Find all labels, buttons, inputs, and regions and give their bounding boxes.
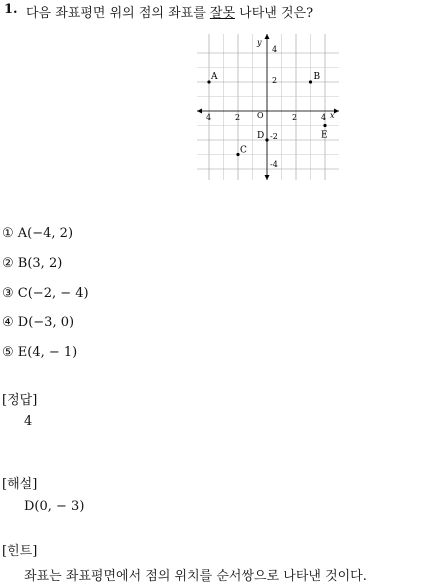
y-axis-arrow-up: [265, 34, 270, 39]
point-d-label: D: [257, 131, 265, 141]
hint-value: 좌표는 좌표평면에서 점의 위치를 순서쌍으로 나타낸 것이다.: [24, 569, 367, 584]
point-e-label: E: [321, 130, 328, 141]
point-b-dot: [309, 80, 312, 83]
points: [207, 72, 327, 156]
x-axis-arrow-left: [197, 109, 202, 114]
explanation-header: [해설]: [2, 477, 38, 492]
tick-y-neg4: -4: [270, 160, 278, 169]
answer-value: 4: [24, 414, 33, 429]
point-c-label: C: [240, 145, 247, 156]
tick-x-pos4: 4: [321, 113, 327, 122]
point-a-label: A: [211, 72, 218, 82]
question-text-after: 나타낸 것은?: [235, 6, 314, 21]
axes: [197, 34, 339, 180]
tick-y-pos2: 2: [272, 76, 278, 85]
coordinate-plane-figure: [195, 32, 341, 182]
option-5[interactable]: ⑤ E(4, − 1): [2, 345, 78, 360]
question-underlined-word: 잘못: [209, 6, 236, 21]
y-axis-arrow-down: [265, 175, 270, 180]
tick-x-neg4: 4: [206, 113, 212, 122]
origin-label: O: [257, 111, 264, 120]
option-3[interactable]: ③ C(−2, − 4): [2, 286, 89, 301]
question-number: 1.: [4, 2, 18, 17]
option-4[interactable]: ④ D(−3, 0): [2, 315, 75, 330]
point-e-dot: [323, 124, 326, 127]
question-text: [26, 2, 313, 21]
explanation-value: D(0, − 3): [24, 499, 85, 514]
point-d-dot: [265, 138, 268, 141]
x-axis-arrow-right: [334, 109, 339, 114]
tick-x-neg2: 2: [235, 113, 241, 122]
x-axis-label: x: [330, 111, 335, 120]
hint-header: [힌트]: [2, 544, 38, 559]
y-axis-label: y: [257, 38, 262, 47]
option-2[interactable]: ② B(3, 2): [2, 256, 63, 271]
point-b-label: B: [313, 72, 321, 82]
tick-y-neg2: -2: [270, 132, 278, 141]
grid-lines: [197, 34, 339, 180]
tick-x-pos2: 2: [292, 113, 298, 122]
option-1[interactable]: ① A(−4, 2): [2, 226, 74, 241]
answer-header: [정답]: [2, 393, 38, 408]
question-text-before: 다음 좌표평면 위의 점의 좌표를: [26, 6, 210, 21]
tick-y-pos4: 4: [272, 45, 278, 54]
